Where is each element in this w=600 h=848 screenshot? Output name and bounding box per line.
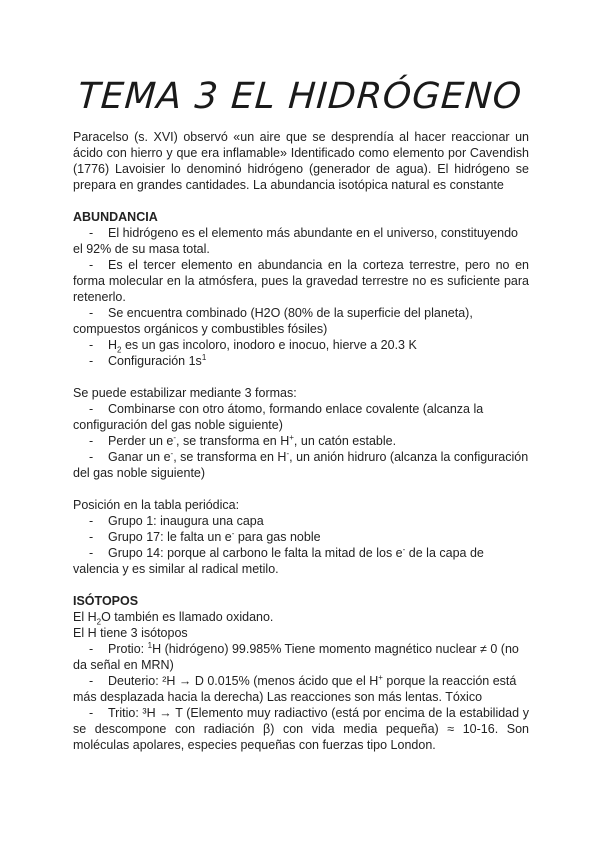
list-item: - Deuterio: ²H → D 0.015% (menos ácido que el H+ porque la reacción está más desplazada hacia la derecha) Las reacciones son más lentas. Tóxico [73, 673, 529, 705]
isotopos-line: El $H_2O$ también es llamado oxidano. [73, 610, 274, 627]
position-intro: Posición en la tabla periódica: [73, 498, 240, 512]
list-item: - Tritio: ³H → T (Elemento muy radiactivo (está por encima de la estabilidad y se descompone con radiación β) con vida media pequeña) ≈ 10-16. Son moléculas apolares, especies pequeñas con fuerzas tipo London. [73, 705, 529, 753]
list-item: - Grupo 17: le falta un e- para gas noble [73, 529, 529, 545]
section-heading-abundancia: ABUNDANCIA [73, 210, 158, 224]
list-item: - Ganar un e-, se transforma en H-, un anión hidruro (alcanza la configuración del gas noble siguiente) [73, 449, 529, 481]
stabilize-intro: Se puede estabilizar mediante 3 formas: [73, 386, 297, 400]
position-list [73, 513, 529, 577]
spacer [73, 577, 529, 593]
list-item: - Es el tercer elemento en abundancia en la corteza terrestre, pero no en forma molecular en la atmósfera, pues la gravedad terrestre no es suficiente para retenerlo. [73, 257, 529, 305]
stabilize-list [73, 401, 529, 481]
isotopos-list [73, 641, 529, 753]
list-item: - Grupo 14: porque al carbono le falta la mitad de los e- de la capa de valencia y es similar al radical metilo. [73, 545, 529, 577]
list-item: - Perder un e-, se transforma en H+, un catón estable. [73, 433, 529, 449]
document-body [73, 129, 529, 753]
page-title: TEMA 3 EL HIDRÓGENO [76, 76, 524, 117]
list-item: - $H_2$ es un gas incoloro, inodoro e inocuo, hierve a 20.3 K [73, 337, 529, 353]
list-item: - El hidrógeno es el elemento más abundante en el universo, constituyendo el 92% de su masa total. [73, 225, 529, 257]
list-item: - Grupo 1: inaugura una capa [73, 513, 529, 529]
spacer [73, 369, 529, 385]
intro-paragraph: Paracelso (s. XVI) observó «un aire que se desprendía al hacer reaccionar un ácido con hierro y que era inflamable» Identificado como elemento por Cavendish (1776) Lavoisier lo denominó hidrógeno (generador de agua). El hidrógeno se prepara en grandes cantidades. La abundancia isotópica natural es constante [73, 130, 529, 192]
section-heading-isotopos: ISÓTOPOS [73, 594, 139, 608]
list-item: - Protio: $^1$H (hidrógeno) 99.985% Tiene momento magnético nuclear ≠ 0 (no da señal en MRN) [73, 641, 529, 673]
list-item: - Combinarse con otro átomo, formando enlace covalente (alcanza la configuración del gas noble siguiente) [73, 401, 529, 433]
list-item: - Se encuentra combinado (H2O (80% de la superficie del planeta), compuestos orgánicos y combustibles fósiles) [73, 305, 529, 337]
spacer [73, 193, 529, 209]
spacer [73, 481, 529, 497]
isotopos-line: El H tiene 3 isótopos [73, 626, 188, 640]
abundancia-list [73, 225, 529, 369]
list-item: - Configuración $1s^1$ [73, 353, 529, 369]
